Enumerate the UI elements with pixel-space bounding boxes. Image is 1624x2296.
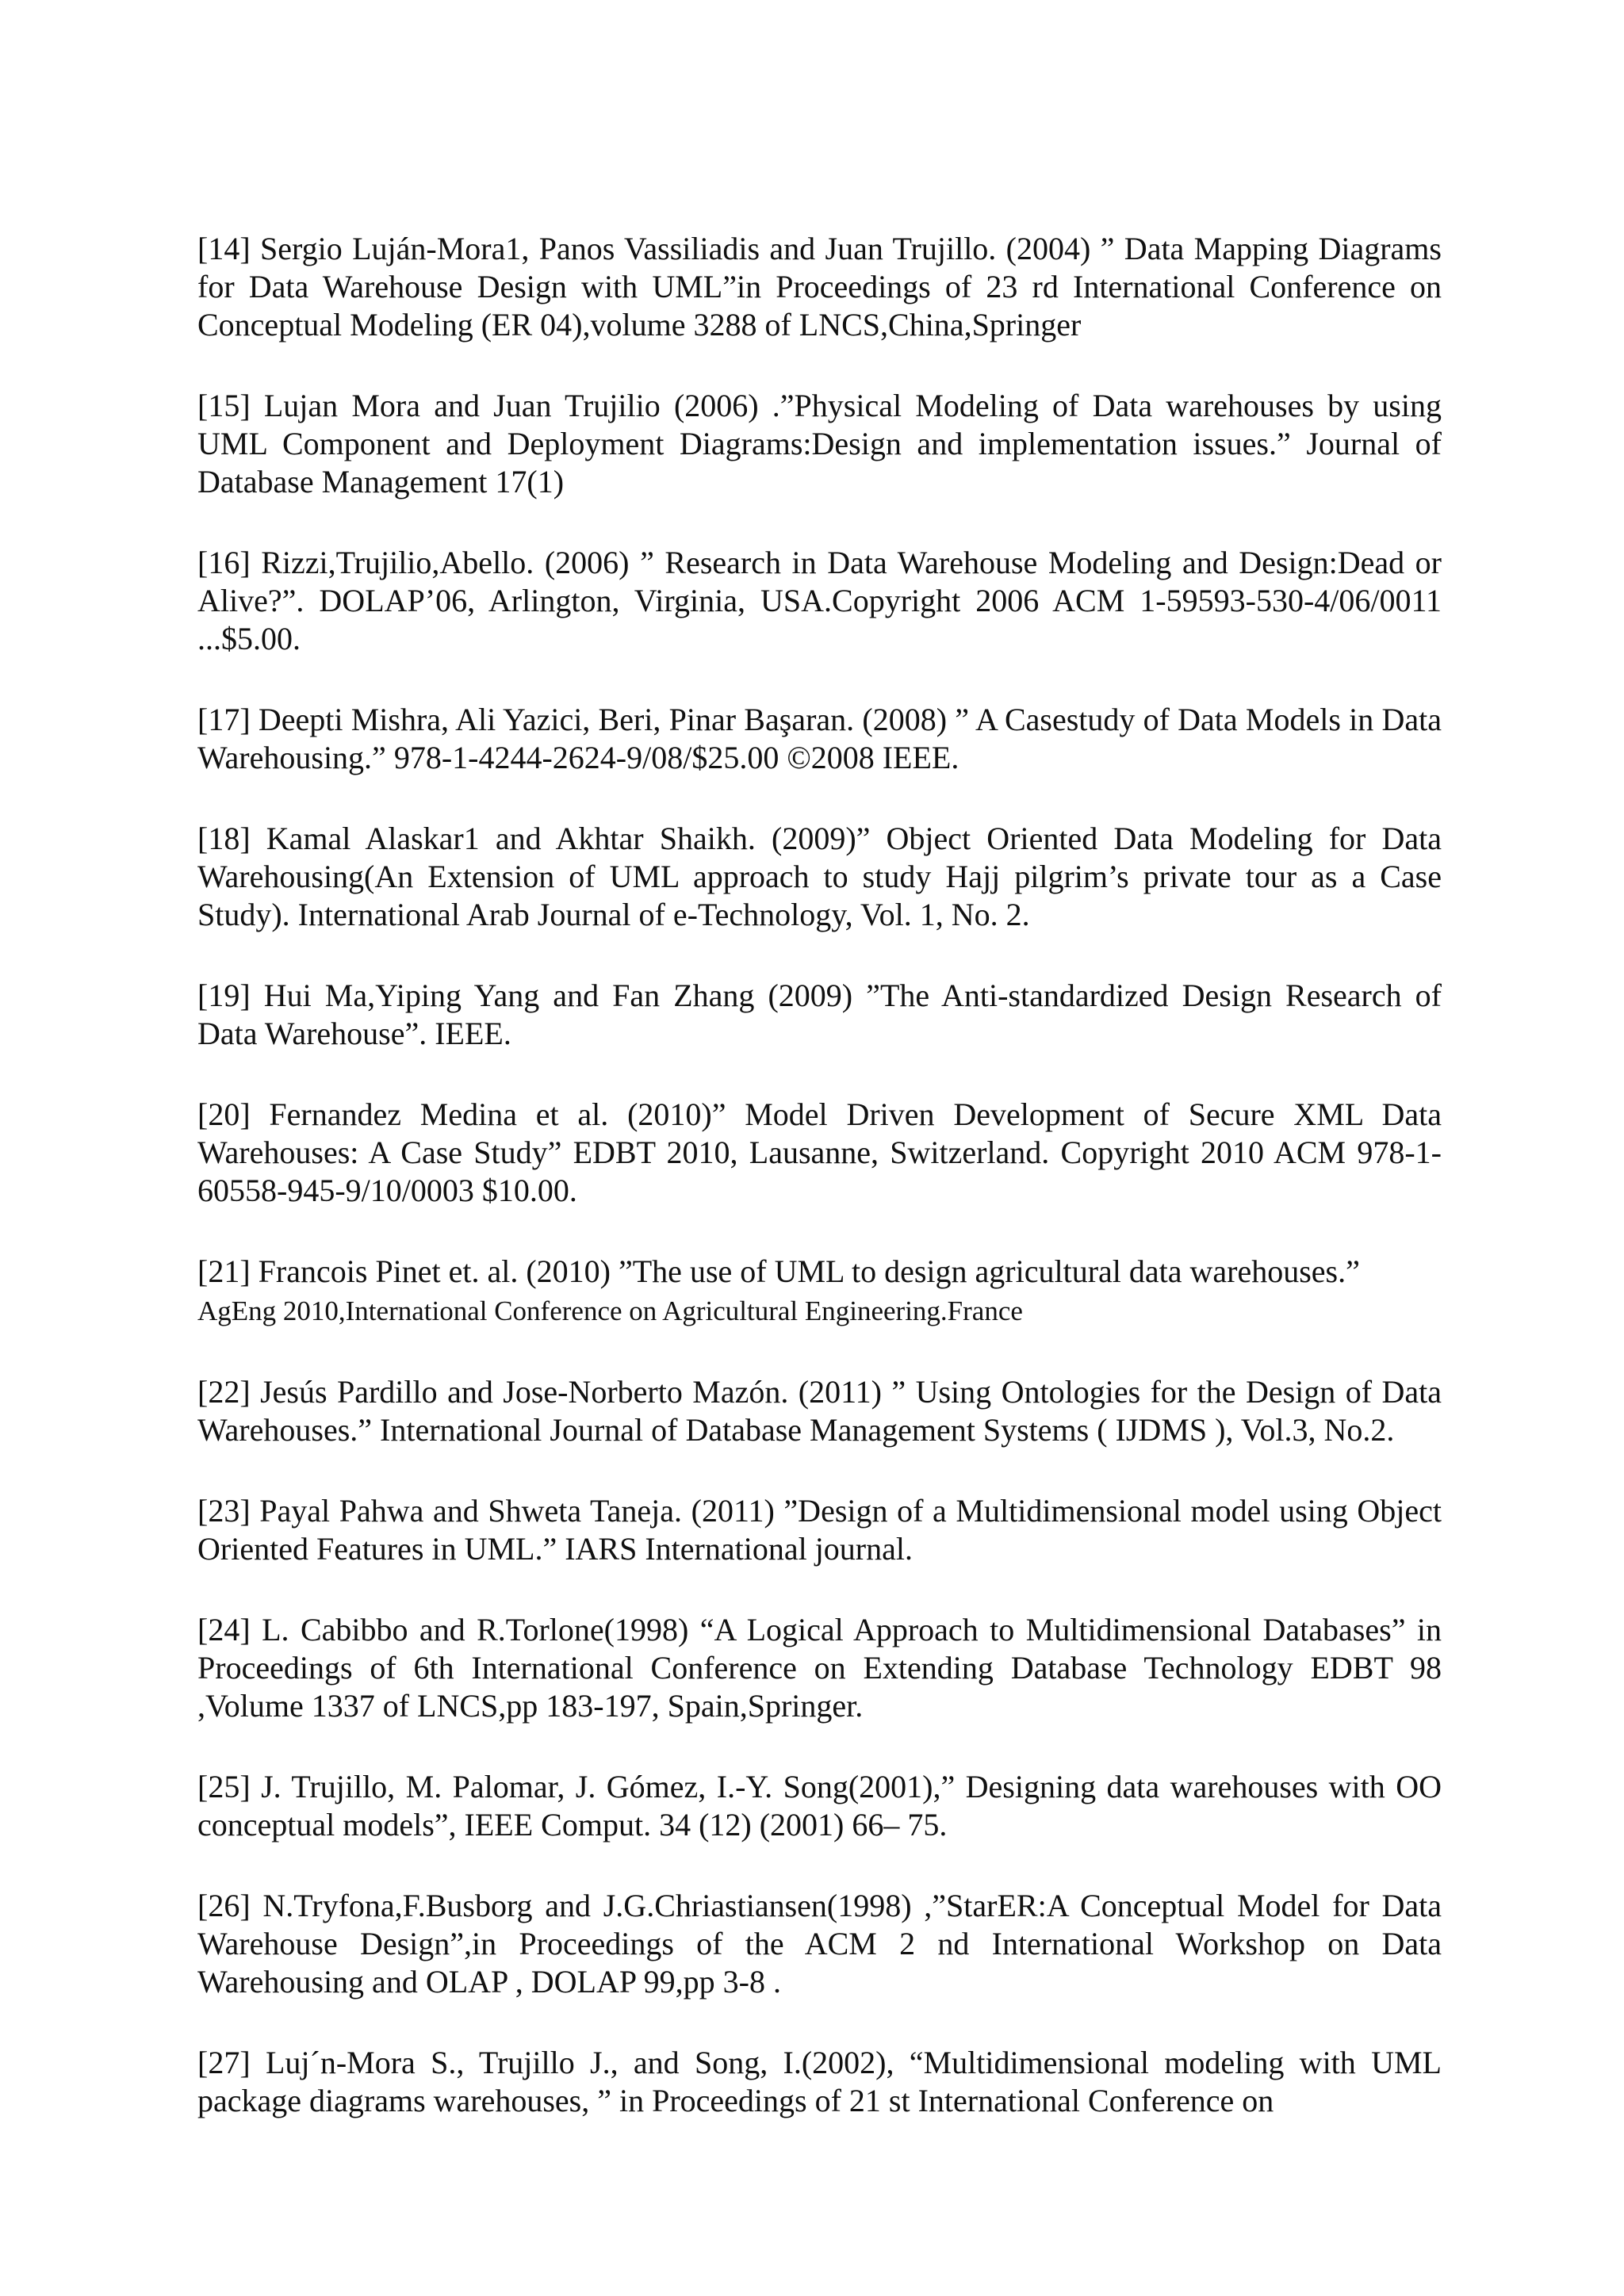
reference-14: [14] Sergio Luján-Mora1, Panos Vassiliadis and Juan Trujillo. (2004) ” Data Mapping Diagrams for Data Warehouse Design with UML”in Proceedings of 23 rd International Conference on Conceptual Modeling (ER 04),volume 3288 of LNCS,China,Springer: [197, 231, 1442, 342]
reference-15: [15] Lujan Mora and Juan Trujilio (2006) .”Physical Modeling of Data warehouses by using UML Component and Deployment Diagrams:Design and implementation issues.” Journal of Database Management 17(1): [197, 388, 1442, 499]
reference-18: [18] Kamal Alaskar1 and Akhtar Shaikh. (2009)” Object Oriented Data Modeling for Data Warehousing(An Extension of UML approach to study Hajj pilgrim’s private tour as a Case Study). International Arab Journal of e-Technology, Vol. 1, No. 2.: [197, 821, 1442, 932]
reference-24: [24] L. Cabibbo and R.Torlone(1998) “A Logical Approach to Multidimensional Databases” in Proceedings of 6th International Conference on Extending Database Technology EDBT 98 ,Volume 1337 of LNCS,pp 183-197, Spain,Springer.: [197, 1612, 1442, 1724]
reference-22: [22] Jesús Pardillo and Jose-Norberto Mazón. (2011) ” Using Ontologies for the Design of Data Warehouses.” International Journal of Database Management Systems ( IJDMS ), Vol.3, No.2.: [197, 1374, 1442, 1448]
reference-25: [25] J. Trujillo, M. Palomar, J. Gómez, I.-Y. Song(2001),” Designing data warehouses with OO conceptual models”, IEEE Comput. 34 (12) (2001) 66– 75.: [197, 1769, 1442, 1843]
reference-16: [16] Rizzi,Trujilio,Abello. (2006) ” Research in Data Warehouse Modeling and Design:Dead or Alive?”. DOLAP’06, Arlington, Virginia, USA.Copyright 2006 ACM 1-59593-530-4/06/0011 ...$5.00.: [197, 545, 1442, 656]
reference-17: [17] Deepti Mishra, Ali Yazici, Beri, Pinar Başaran. (2008) ” A Casestudy of Data Models in Data Warehousing.” 978-1-4244-2624-9/08/$25.00 ©2008 IEEE.: [197, 702, 1442, 775]
reference-21-venue: AgEng 2010,International Conference on Agricultural Engineering.France: [197, 1295, 1023, 1326]
reference-20: [20] Fernandez Medina et al. (2010)” Model Driven Development of Secure XML Data Warehouses: A Case Study” EDBT 2010, Lausanne, Switzerland. Copyright 2010 ACM 978-1-60558-945-9/10/0003 $10.00.: [197, 1096, 1442, 1208]
reference-26: [26] N.Tryfona,F.Busborg and J.G.Chriastiansen(1998) ,”StarER:A Conceptual Model for Data Warehouse Design”,in Proceedings of the ACM 2 nd International Workshop on Data Warehousing and OLAP , DOLAP 99,pp 3-8 .: [197, 1888, 1442, 1999]
reference-21-title: [21] Francois Pinet et. al. (2010) ”The use of UML to design agricultural data warehouses.”: [197, 1253, 1360, 1289]
reference-27: [27] Luj´n-Mora S., Trujillo J., and Song, I.(2002), “Multidimensional modeling with UML package diagrams warehouses, ” in Proceedings of 21 st International Conference on: [197, 2045, 1442, 2118]
reference-list: [197, 230, 1442, 2163]
reference-21: [197, 1253, 1442, 1330]
reference-23: [23] Payal Pahwa and Shweta Taneja. (2011) ”Design of a Multidimensional model using Object Oriented Features in UML.” IARS International journal.: [197, 1493, 1442, 1567]
reference-19: [19] Hui Ma,Yiping Yang and Fan Zhang (2009) ”The Anti-standardized Design Research of Data Warehouse”. IEEE.: [197, 978, 1442, 1051]
